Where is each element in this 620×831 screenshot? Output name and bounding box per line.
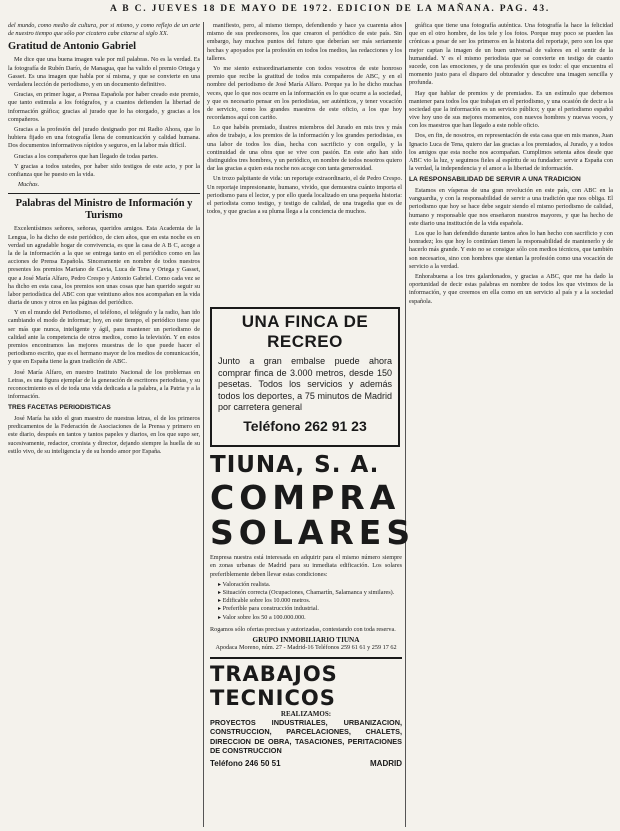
list-item: ▸ Valor sobre los 50 a 100.000.000. <box>218 613 306 621</box>
paragraph: Gracias, en primer lugar, a Prensa Española por haber creado este premio, que tanto estimula a los fotógrafos, y a cuantos defienden la libertad de información gráfica; gracias al jurado que lo ha otorgado, y gracias a los compañeros. <box>8 91 200 123</box>
paragraph: Excelentísimos señores, señoras, queridos amigos. Esta Academia de la Lengua, lo ha dicho de este periódico, de cien años, que en esta noche es en verdad un agradable hogar de convivencia, es que la casa de A B C, acoge a la de la información a la que se entrega tanto en el periódico como en las acciones de Prensa Española. Sinceramente en nombre de todos nuestros presentes los premios Mariano de Cavia, Luca de Tena y Ortega y Gasset, que a José María Alfaro, Pedro Crespo y Antonio Gabriel. Como cada vez se ha dicho en esta casa, los premios son unas cosas que han querido seguir su labor periodística del ABC con que veintiuno años nos acompañan en la vida diaria de unos y otros en las páginas del periódico. <box>8 225 200 307</box>
ad-phone: Teléfono 246 50 51 <box>210 758 281 768</box>
column-divider <box>203 22 204 827</box>
divider <box>8 193 200 194</box>
ad-address: Apodaca Moreno, núm. 27 - Madrid-16 Teléfonos 259 61 61 y 259 17 62 <box>215 643 397 651</box>
ad-city: MADRID <box>370 758 402 768</box>
paragraph: Los que lo han defendido durante tantos años lo han hecho con sacrificio y con honradez; los que hoy lo continúan tienen la responsabilidad de mantenerlo y de hacerlo más grande. Y esto no se consigue sólo con medios técnicos, que también son necesarios, sino con hombres que sientan la profesión como una vocación de servicio a la verdad. <box>409 230 613 270</box>
ad-trabajos-tecnicos: TRABAJOS TECNICOS <box>210 657 402 710</box>
ad-company: TIUNA, S. A. <box>210 452 380 478</box>
paragraph: Enhorabuena a los tres galardonados, y gracias a ABC, que me ha dado la oportunidad de decir estas palabras en nombre de todos los que vivimos de la información, y que creemos en ella como en un servicio al país y a la sociedad española. <box>409 272 613 305</box>
column-middle <box>207 22 402 302</box>
ad-title: UNA FINCA DE RECREO <box>241 312 369 351</box>
list-item: ▸ Situación correcta (Ocupaciones, Chamartín, Salamanca y similares). <box>218 589 395 597</box>
paragraph: José María ha sido el gran maestro de nuestras letras, el de los primeros predicamentos de la Federación de Asociaciones de la Prensa y primero en este diario, después en tantos y tantos papeles y diarios, en los que supo ser, sucesivamente, redactor, cronista y director, dejando siempre la huella de su estilo vivo, de su inteligencia y de su hondo amor por España. <box>8 415 200 455</box>
column-right <box>409 22 613 827</box>
paragraph: Yo me siento extraordinariamente con todos vosotros de este honroso premio que recibe la gratitud de todos mis compañeros de ABC, y en el nombre del periodismo de José María Alfaro. Porque ya lo he dicho muchas veces, que lo que nos ocurre en la información es lo que ocurre a la sociedad, y que es necesario pensar en los periodistas, ser auténticos, y tener vocación de servicio, como los grandes maestros de este oficio, a los que hoy recordamos aquí con cariño. <box>207 64 402 122</box>
column-left <box>8 22 200 827</box>
paragraph: Y en el mundo del Periodismo, el teléfono, el telégrafo y la radio, han ido cambiando el modo de informar; hoy, en este tiempo, el periódico tiene que ser más que nunca, inteligente y ágil, para mantener un periodismo de calidad ante la competencia de otros medios, como la televisión. Y en estos premios encontramos las mejores muestras de lo que puede hacer el periodismo escrito, que es el hermano mayor de los medios de comunicación, y que en España tiene la gran tradición de ABC. <box>8 309 200 366</box>
paragraph: gráfica que tiene una fotografía auténtica. Una fotografía la hace la felicidad que en el otro hombre, de los tele y los fotos. Porque muy poco se pueden las crónicas a pesar de ser los primeros en la historia del reportaje, pero son los que mejor captan la imagen de un buen universal de valores en el sentir de la humanidad. Y es el mismo periodista que se convierte en testigo de cuanto sucede, con las emociones, y de una profesión que es todo: el que encuentra el momento justo para el disparo del obturador y descubre una imagen sencilla y profunda. <box>409 22 613 87</box>
paragraph: José María Alfaro, en nuestro Instituto Nacional de los problemas en Letras, es una figura ejemplar de la generación de escritores periodistas, y su reconocimiento es el de toda una vida dedicada a la palabra, a la Patria y a la información. <box>8 368 200 401</box>
paragraph: Un trozo palpitante de vida: un reportaje extraordinario, el de Pedro Crespo. Un reportaje impresionante, humano, vivido, que demuestra cuánto importa el periodismo para el lector, y por ello queda localizado en una pequeña historia: el periodista como testigo, y testigo de calidad, de una tragedia que es de todos, y que gracias a su pluma llega a la conciencia de muchos. <box>207 175 402 216</box>
ad-realizamos: REALIZAMOS: <box>280 709 332 718</box>
headline-ministro: Palabras del Ministro de Información y Turismo <box>15 198 193 222</box>
column-divider <box>405 22 406 827</box>
ad-contact <box>210 759 402 768</box>
paragraph: Gracias a los compañeros que han llegado de todas partes. <box>14 152 158 160</box>
article-intro: del mundo, como medio de cultura, por si mismo, y como reflejo de un arte de nuestro tiempo que sólo por cicatero cabe citarse al siglo XX. <box>8 22 200 38</box>
paragraph: Estamos en vísperas de una gran revolución en este país, con ABC en la vanguardia, y con la responsabilidad de servir a una tradición que nos obliga. El periodismo que hoy se hace debe seguir siendo el mismo periodismo de calidad, humano y responsable que nos enseñaron nuestros mayores, y que ha hecho de este diario una institución de la vida española. <box>409 187 613 227</box>
paragraph: Me dice que una buena imagen vale por mil palabras. No es la verdad. Es la fotografía de Rubén Darío, de Managua, que ha valido el premio Ortega y Gasset. Es una imagen que habla por sí misma, y que se convierte en una verdadera lección de periodismo, y en un documento definitivo. <box>8 56 200 88</box>
subheading-responsabilidad: LA RESPONSABILIDAD DE SERVIR A UNA TRADICION <box>409 176 581 184</box>
ad-phone: Teléfono 262 91 23 <box>243 417 367 434</box>
paragraph: Dos, en fin, de nosotros, en representación de esta casa que en mis manos, Juan Ignacio Luca de Tena, quiero dar las gracias a los premiados, al Jurado, y a todos los amigos que esta noche nos acompañan. Cumplimos setenta años desde que ABC vio la luz, y seguimos fieles al espíritu de su fundador: servir a España con la verdad, la independencia y el amor a la libertad de información. <box>409 132 613 173</box>
ad-copy-2: Rogamos sólo ofertas precisas y autorizadas, contestando con toda reserva. <box>210 625 396 633</box>
list-item: ▸ Preferible para construcción industrial. <box>218 605 319 613</box>
paragraph: Gracias a la profesión del jurado designado por mi Radio Ahora, que lo hubiera fijado en una fotografía llena de comunicación y calidad humana. Dos documentos informativos rápidos y seguros, en la labor más difícil. <box>8 125 200 150</box>
page-header: A B C. JUEVES 18 DE MAYO DE 1972. EDICION DE LA MAÑANA. PAG. 43. <box>110 4 551 14</box>
headline-gratitud: Gratitud de Antonio Gabriel <box>8 41 137 53</box>
subheading-facetas: TRES FACETAS PERIODISTICAS <box>8 404 111 412</box>
ad-tiuna <box>210 452 416 782</box>
list-item: ▸ Edificable sobre los 10.000 metros. <box>218 597 311 605</box>
ad-compra: COMPRA <box>210 478 401 517</box>
ad-group: GRUPO INMOBILIARIO TIUNA <box>252 635 360 644</box>
paragraph: manifiesto, pero, al mismo tiempo, defendiendo y hace ya cuarenta años mismo de sus predecesores, los que crearon el periódico de este país. Sin embargo, hay muchos puntos del futuro que deberían ser más seriamente hechas y apoyados por la profesión en todos los medios, las redacciones y los talleres. <box>207 22 402 62</box>
ad-services: PROYECTOS INDUSTRIALES, URBANIZACION, CONSTRUCCION, PARCELACIONES, CHALETS, DIRECCION DE OBRA, TASACIONES, PERITACIONES DE CONSTRUCCION <box>210 717 402 756</box>
ad-conditions-list <box>210 581 402 622</box>
paragraph: Hay que hablar de premios y de premiados. Es un estímulo que debemos mantener para todos los que trabajan en el periodismo, y una ocasión de decir a la sociedad que la información es un servicio público; y que el periodismo español vive hoy uno de sus mejores momentos, con nuevos hombres y nuevas voces, y con los maestros que han llegado a este noble oficio. <box>409 89 613 130</box>
ad-body: Junto a gran embalse puede ahora comprar finca de 3.000 metros, desde 150 pesetas. Todos los servicios y además todos los deportes, a 75 minutos de Madrid por carretera general <box>218 356 392 413</box>
ad-copy: Empresa nuestra está interesada en adquirir para el mismo número siempre en zonas urbanas de Madrid para su inmediata edificación. Los solares preferiblemente deben llevar estas condiciones: <box>210 554 402 578</box>
paragraph: Y gracias a todos ustedes, por haber sido testigos de este acto, y por la confianza que he puesto en la vida. <box>8 162 200 178</box>
signature: Muchas. <box>18 181 40 189</box>
list-item: ▸ Valoración realista. <box>218 580 271 588</box>
ad-finca-recreo <box>210 307 400 447</box>
paragraph: Lo que habéis premiado, ilustres miembros del Jurado en mis tres y más años de trabajo, a los premios de la información y los grandes periodistas, es una labor de todos los días, hecha con sacrificio y con orgullo, y la continuidad de una obra que se vive con pasión. En este año han sido distinguidos tres hombres, y un periódico, en nombre de todos nosotros quiero dar las gracias a quien esta noche nos acoge con tanta generosidad. <box>207 124 402 173</box>
ad-solares: SOLARES <box>210 512 416 552</box>
